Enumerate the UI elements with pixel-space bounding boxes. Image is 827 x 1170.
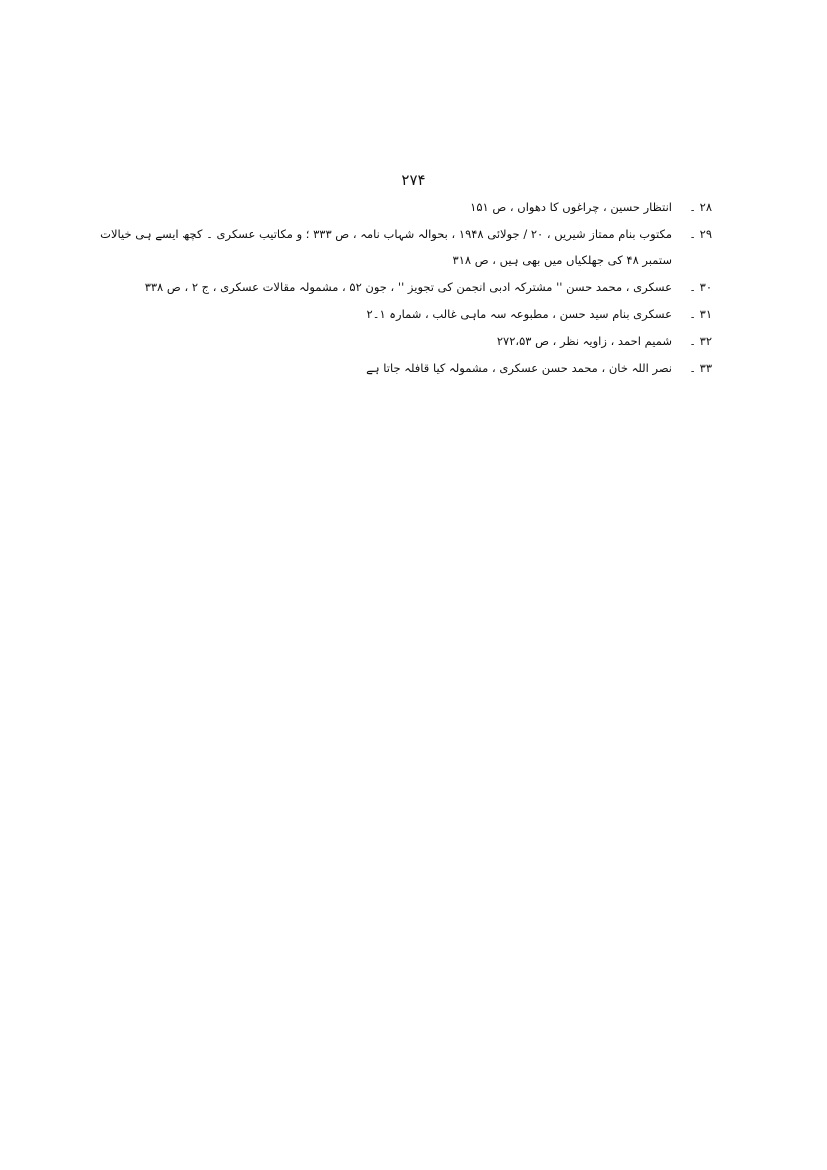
- endnote-text: انتظار حسین ، چراغوں کا دھواں ، ص ۱۵۱: [470, 200, 672, 214]
- endnote-text: عسکری ، محمد حسن '' مشترکہ ادبی انجمن کی تجویز '' ، جون ۵۲ ، مشمولہ مقالات عسکری ، ج ۲ ، ص ۳۳۸: [144, 280, 672, 294]
- endnotes-list: [100, 198, 712, 386]
- endnote-28: [152, 198, 712, 217]
- endnote-number: ۳۱ ۔: [689, 307, 712, 321]
- endnote-text-continued: ستمبر ۴۸ کی جھلکیاں میں بھی ہیں ، ص ۳۱۸: [452, 253, 672, 267]
- endnote-33: [152, 359, 712, 378]
- endnote-text: عسکری بنام سید حسن ، مطبوعہ سہ ماہی غالب ، شمارہ ۱۔۲: [366, 307, 672, 321]
- endnote-number: ۳۰ ۔: [689, 280, 712, 294]
- endnote-number: ۳۳ ۔: [689, 361, 712, 375]
- endnote-text: مکتوب بنام ممتاز شیریں ، ۲۰ / جولائی ۱۹۴۸ ، بحوالہ شہاب نامہ ، ص ۳۳۳ ؛ و مکاتیب عسکری ۔ کچھ ایسے ہی خیالات: [100, 227, 672, 241]
- endnote-32: [152, 332, 712, 351]
- endnote-text: نصر اللہ خان ، محمد حسن عسکری ، مشمولہ کیا قافلہ جاتا ہے: [366, 361, 672, 375]
- endnote-number: ۲۹ ۔: [689, 227, 712, 241]
- endnote-29: [100, 225, 712, 270]
- endnote-number: ۲۸ ۔: [689, 200, 712, 214]
- endnote-text: شمیم احمد ، زاویہ نظر ، ص ۲۷۲،۵۳: [496, 334, 672, 348]
- endnote-number: ۳۲ ۔: [689, 334, 712, 348]
- endnote-30: [144, 278, 712, 297]
- endnote-31: [152, 305, 712, 324]
- page-number: ۲۷۴: [401, 171, 426, 189]
